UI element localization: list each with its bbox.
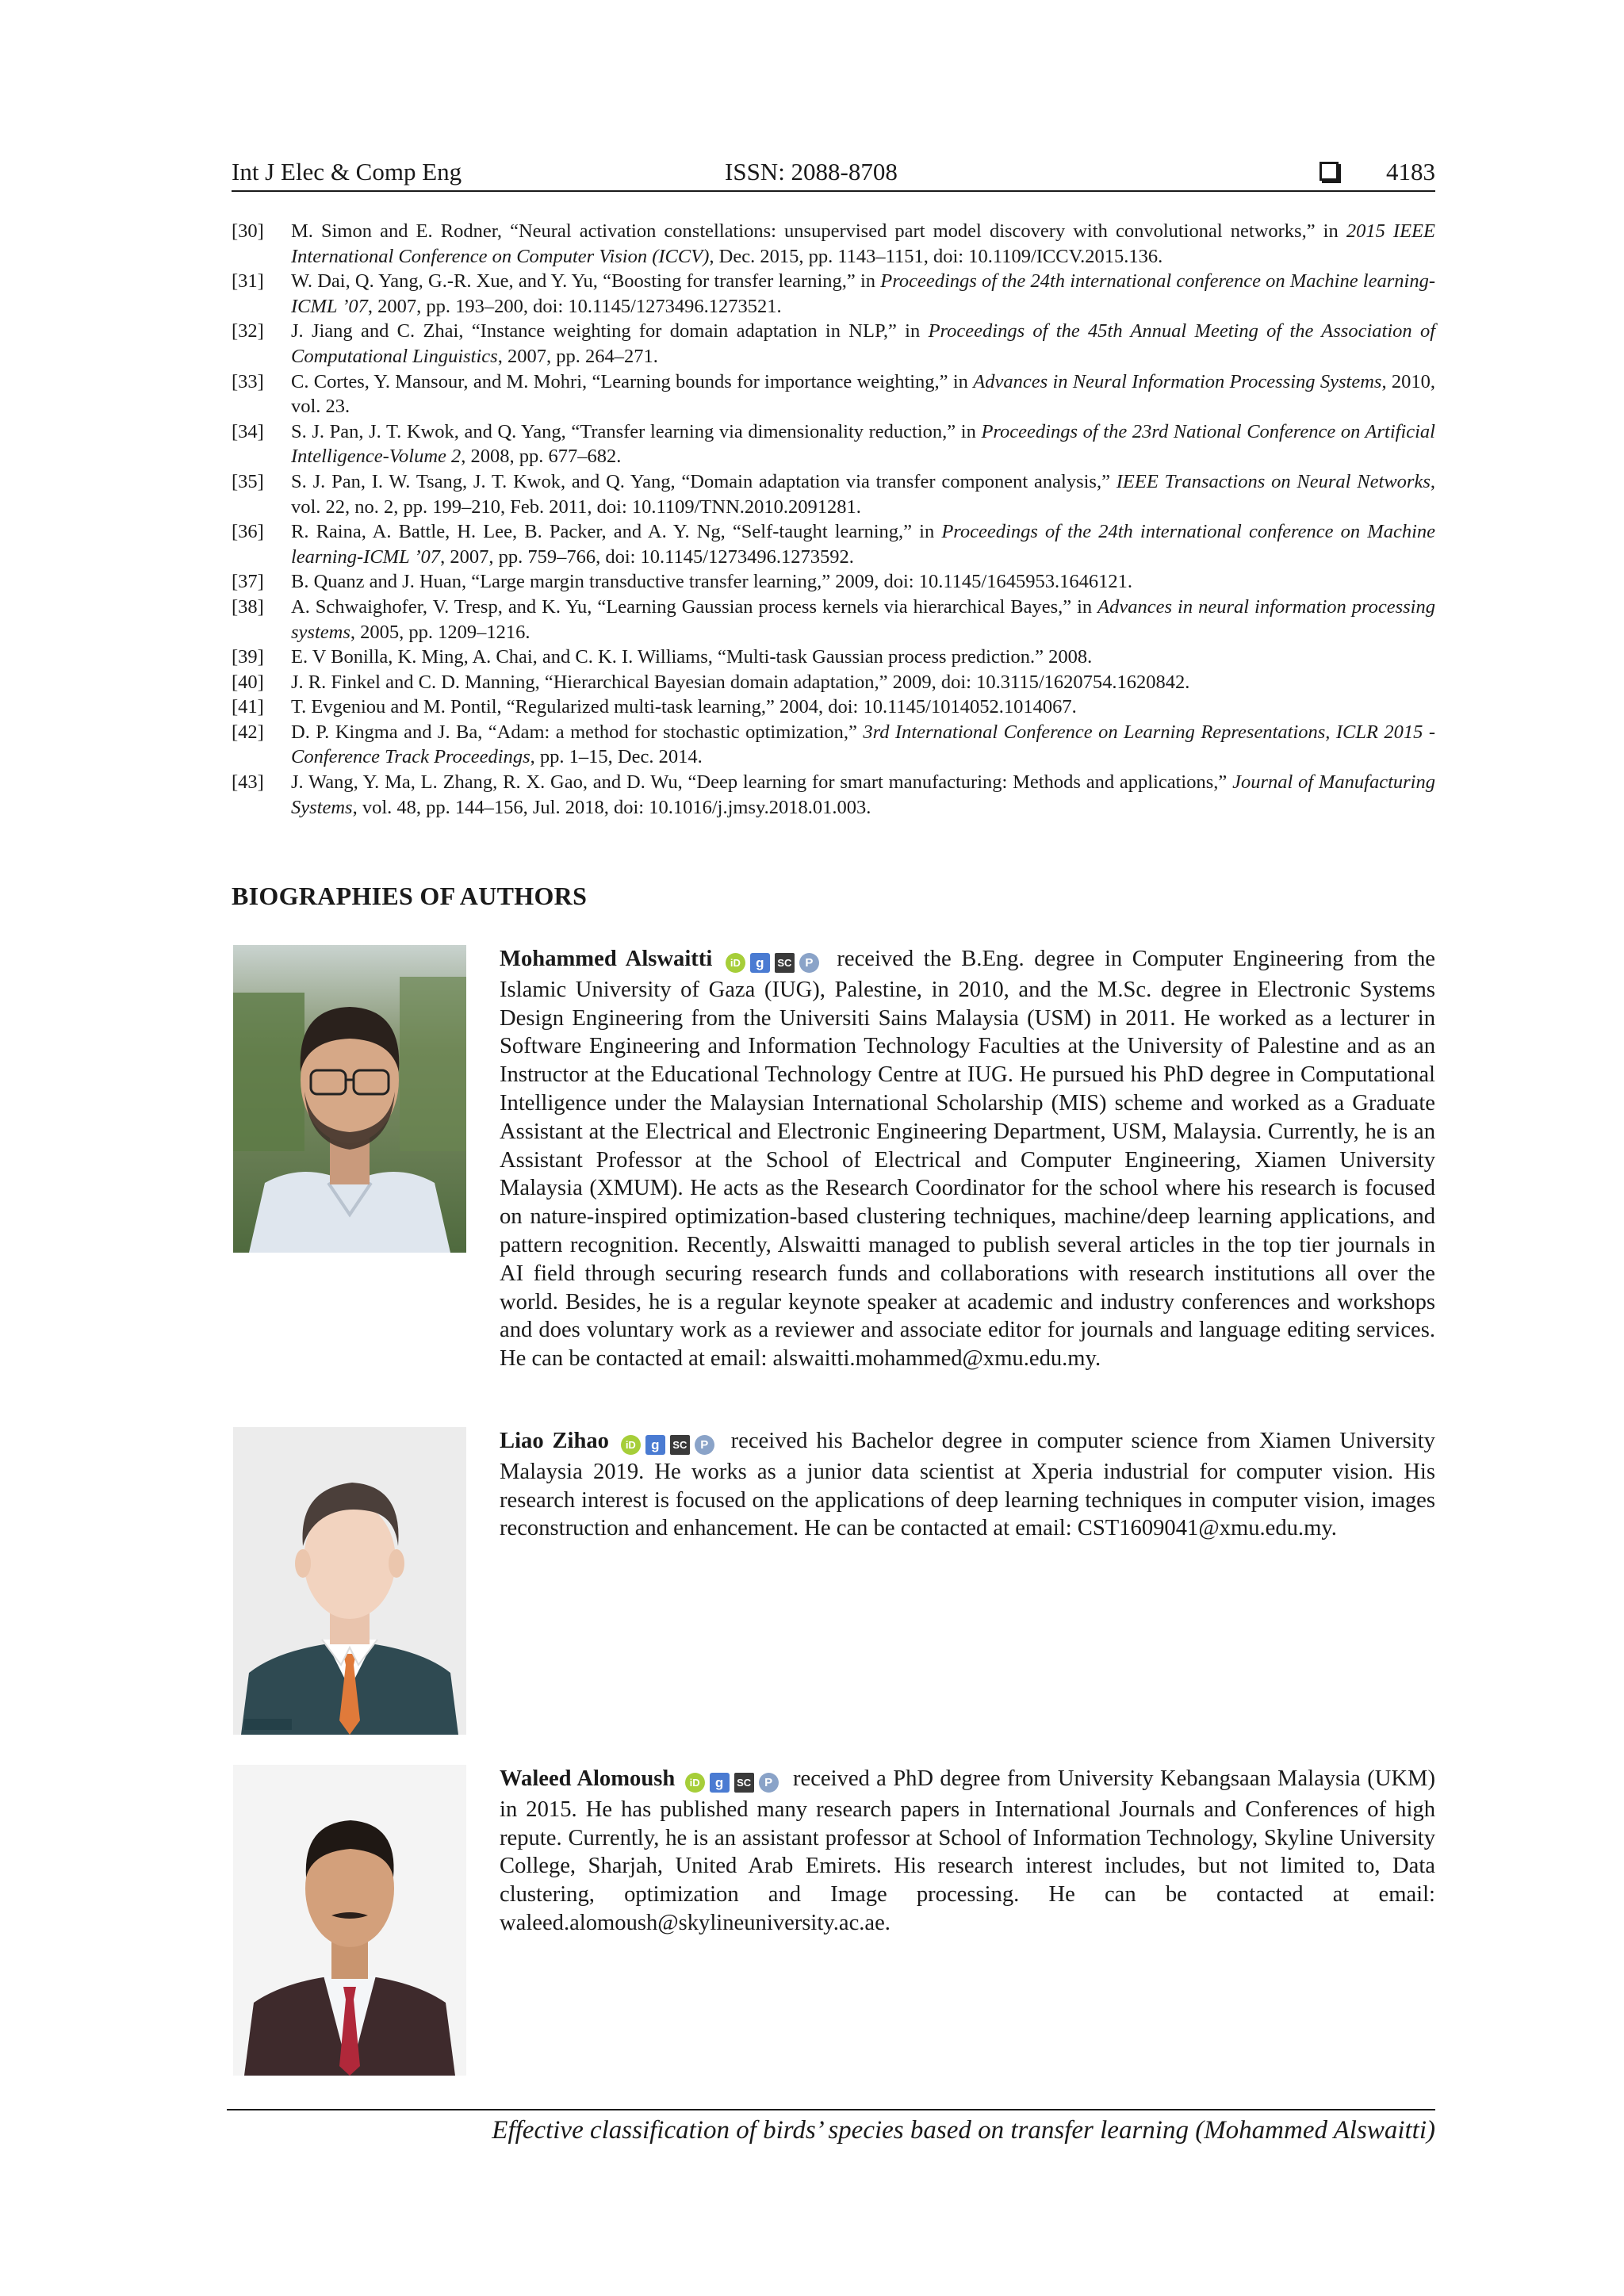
reference-details: , vol. 22, no. 2, pp. 199–210, Feb. 2011, doi: 10.1109/TNN.2010.2091281. — [291, 470, 1435, 518]
google-scholar-icon[interactable]: g — [645, 1435, 665, 1455]
reference-text — [291, 695, 1435, 720]
reference-text — [291, 720, 1435, 770]
reference-text — [291, 569, 1435, 595]
reference-text — [291, 269, 1435, 319]
issn: ISSN: 2088-8708 — [725, 158, 898, 186]
publons-icon[interactable]: P — [799, 953, 819, 973]
author-photo-zihao — [233, 1427, 466, 1735]
reference-entry — [232, 519, 1435, 569]
reference-text — [291, 469, 1435, 519]
reference-venue: Advances in neural information processing systems — [291, 595, 1435, 643]
footer-divider — [227, 2109, 1435, 2110]
reference-entry — [232, 695, 1435, 720]
reference-venue: 2015 IEEE International Conference on Computer Vision (ICCV) — [291, 220, 1435, 267]
bio-text: received a PhD degree from University Kebangsaan Malaysia (UKM) in 2015. He has published many research papers in International Journals and Conferences of high repute. Currently, he is an assistant professor at School of Information Technology, Skyline University College, Sharjah, United Arab Emirets. His research interest includes, but not limited to, Data clustering, optimization and Image processing. He can be contacted at email: waleed.alomoush@skylineuniversity.ac.ae. — [500, 1766, 1435, 1935]
profile-badges — [726, 947, 824, 976]
google-scholar-icon[interactable]: g — [750, 953, 770, 973]
reference-authors-title: W. Dai, Q. Yang, G.-R. Xue, and Y. Yu, “Boosting for transfer learning,” in — [291, 270, 881, 293]
reference-text — [291, 670, 1435, 695]
reference-number: [33] — [232, 370, 264, 392]
bio-zihao — [500, 1427, 1435, 1543]
reference-number: [34] — [232, 420, 264, 442]
reference-text — [291, 369, 1435, 419]
reference-entry — [232, 469, 1435, 519]
reference-authors-title: C. Cortes, Y. Mansour, and M. Mohri, “Learning bounds for importance weighting,” in — [291, 370, 974, 392]
reference-details: , pp. 1–15, Dec. 2014. — [530, 746, 703, 768]
reference-text — [291, 319, 1435, 369]
scopus-icon[interactable]: SC — [670, 1435, 690, 1455]
reference-venue: Proceedings of the 45th Annual Meeting of the Association of Computational Linguistics — [291, 320, 1435, 367]
reference-text — [291, 419, 1435, 469]
reference-number: [35] — [232, 470, 264, 492]
reference-number: [36] — [232, 521, 264, 543]
reference-entry — [232, 569, 1435, 595]
reference-authors-title: J. Jiang and C. Zhai, “Instance weighting for domain adaptation in NLP,” in — [291, 320, 929, 342]
reference-venue: Advances in Neural Information Processing Systems — [973, 370, 1382, 392]
bio-text: received his Bachelor degree in computer science from Xiamen University Malaysia 2019. He works as a junior data scientist at Xperia industrial for computer vision. His research interest is focused on the applications of deep learning techniques in computer vision, images reconstruction and enhancement. He can be contacted at email: CST1609041@xmu.edu.my. — [500, 1429, 1435, 1541]
reference-entry — [232, 419, 1435, 469]
profile-badges — [621, 1429, 719, 1458]
author-name: Mohammed Alswaitti — [500, 947, 713, 971]
reference-number: [42] — [232, 721, 264, 743]
reference-authors-title: D. P. Kingma and J. Ba, “Adam: a method for stochastic optimization,” — [291, 721, 864, 743]
reference-number: [39] — [232, 646, 264, 668]
reference-venue: Proceedings of the 24th international conference on Machine learning-ICML ’07 — [291, 270, 1435, 317]
reference-entry — [232, 670, 1435, 695]
reference-venue: Proceedings of the 23rd National Conference on Artificial Intelligence-Volume 2 — [291, 420, 1435, 468]
orcid-icon[interactable]: iD — [621, 1435, 641, 1455]
reference-details: , 2008, pp. 677–682. — [461, 446, 622, 468]
reference-number: [37] — [232, 571, 264, 593]
reference-details: , 2005, pp. 1209–1216. — [350, 621, 530, 643]
reference-text — [291, 770, 1435, 820]
reference-authors-title: T. Evgeniou and M. Pontil, “Regularized multi-task learning,” 2004, doi: 10.1145/1014052.1014067. — [291, 696, 1077, 718]
bio-alswaitti — [500, 945, 1435, 1373]
author-photo-alomoush — [233, 1765, 466, 2076]
orcid-icon[interactable]: iD — [726, 953, 745, 973]
reference-entry — [232, 219, 1435, 269]
reference-entry — [232, 770, 1435, 820]
reference-authors-title: S. J. Pan, J. T. Kwok, and Q. Yang, “Transfer learning via dimensionality reduction,” in — [291, 420, 982, 442]
reference-authors-title: M. Simon and E. Rodner, “Neural activation constellations: unsupervised part model discovery with convolutional networks,” in — [291, 220, 1346, 242]
reference-number: [41] — [232, 696, 264, 718]
reference-details: , Dec. 2015, pp. 1143–1151, doi: 10.1109/ICCV.2015.136. — [709, 245, 1163, 267]
reference-entry — [232, 595, 1435, 645]
reference-details: , 2007, pp. 264–271. — [497, 345, 658, 367]
orcid-icon[interactable]: iD — [685, 1773, 705, 1793]
profile-badges — [685, 1767, 783, 1796]
page-number: 4183 — [1386, 158, 1435, 186]
reference-text — [291, 519, 1435, 569]
reference-number: [31] — [232, 270, 264, 293]
reference-authors-title: A. Schwaighofer, V. Tresp, and K. Yu, “Learning Gaussian process kernels via hierarchical Bayes,” in — [291, 595, 1098, 618]
reference-details: , 2007, pp. 759–766, doi: 10.1145/1273496.1273592. — [440, 545, 854, 568]
reference-details: , vol. 48, pp. 144–156, Jul. 2018, doi: 10.1016/j.jmsy.2018.01.003. — [352, 796, 871, 818]
scopus-icon[interactable]: SC — [775, 953, 795, 973]
reference-venue: IEEE Transactions on Neural Networks — [1116, 470, 1431, 492]
reference-authors-title: J. R. Finkel and C. D. Manning, “Hierarchical Bayesian domain adaptation,” 2009, doi: 10.3115/1620754.1620842. — [291, 671, 1190, 693]
reference-authors-title: S. J. Pan, I. W. Tsang, J. T. Kwok, and Q. Yang, “Domain adaptation via transfer component analysis,” — [291, 470, 1116, 492]
bio-text: received the B.Eng. degree in Computer Engineering from the Islamic University of Gaza (IUG), Palestine, in 2010, and the M.Sc. degree in Electronic Systems Design Engineering from the Universiti Sains Malaysia (USM) in 2011. He worked as a lecturer in Software Engineering and Information Technology Faculties at the University of Palestine and as an Instructor at the Educational Technology Centre at IUG. He pursued his PhD degree in Computational Intelligence under the Malaysian International Scholarship (MIS) scheme and worked as a Graduate Assistant at the Electrical and Electronic Engineering Department, USM, Malaysia. Currently, he is an Assistant Professor at the School of Electrical and Computer Engineering, Xiamen University Malaysia (XMUM). He acts as the Research Coordinator for the school where his research is focused on nature-inspired optimization-based clustering techniques, machine/deep learning applications, and pattern recognition. Recently, Alswaitti managed to publish several articles in the top tier journals in AI field through securing research funds and collaborations with research institutions all over the world. Besides, he is a regular keynote speaker at academic and industry conferences and workshops and does voluntary work as a reviewer and associate editor for journals and language editing services. He can be contacted at email: alswaitti.mohammed@xmu.edu.my. — [500, 947, 1435, 1372]
reference-text — [291, 219, 1435, 269]
reference-details: , 2007, pp. 193–200, doi: 10.1145/1273496.1273521. — [367, 295, 782, 317]
reference-number: [30] — [232, 220, 264, 242]
reference-list — [232, 219, 1435, 820]
reference-venue: Journal of Manufacturing Systems — [291, 771, 1435, 818]
reference-entry — [232, 319, 1435, 369]
reference-number: [38] — [232, 595, 264, 618]
reference-number: [40] — [232, 671, 264, 693]
reference-entry — [232, 645, 1435, 670]
biographies-heading: BIOGRAPHIES OF AUTHORS — [232, 882, 588, 910]
publons-icon[interactable]: P — [695, 1435, 714, 1455]
publons-icon[interactable]: P — [759, 1773, 779, 1793]
header-divider — [232, 190, 1435, 192]
reference-venue: Proceedings of the 24th international conference on Machine learning-ICML ’07 — [291, 521, 1435, 568]
author-photo-alswaitti — [233, 945, 466, 1253]
reference-authors-title: E. V Bonilla, K. Ming, A. Chai, and C. K. I. Williams, “Multi-task Gaussian process prediction.” 2008. — [291, 646, 1093, 668]
reference-text — [291, 595, 1435, 645]
author-name: Waleed Alomoush — [500, 1766, 676, 1791]
reference-entry — [232, 720, 1435, 770]
reference-number: [32] — [232, 320, 264, 342]
reference-text — [291, 645, 1435, 670]
reference-authors-title: B. Quanz and J. Huan, “Large margin transductive transfer learning,” 2009, doi: 10.1145/1645953.1646121. — [291, 571, 1132, 593]
journal-name: Int J Elec & Comp Eng — [232, 158, 462, 186]
reference-entry — [232, 269, 1435, 319]
reference-authors-title: J. Wang, Y. Ma, L. Zhang, R. X. Gao, and D. Wu, “Deep learning for smart manufacturing: Methods and applications,” — [291, 771, 1233, 794]
reference-authors-title: R. Raina, A. Battle, H. Lee, B. Packer, and A. Y. Ng, “Self-taught learning,” in — [291, 521, 942, 543]
reference-details: , 2010, vol. 23. — [291, 370, 1436, 418]
reference-entry — [232, 369, 1435, 419]
running-footer: Effective classification of birds’ species based on transfer learning (Mohammed Alswaitti) — [492, 2116, 1435, 2145]
square-bullet-icon — [1320, 162, 1339, 181]
author-name: Liao Zihao — [500, 1429, 609, 1453]
bio-alomoush — [500, 1765, 1435, 1938]
google-scholar-icon[interactable]: g — [710, 1773, 730, 1793]
scopus-icon[interactable]: SC — [734, 1773, 754, 1793]
reference-number: [43] — [232, 771, 264, 794]
reference-venue: 3rd International Conference on Learning Representations, ICLR 2015 - Conference Track Proceedings — [291, 721, 1435, 768]
page-header — [232, 154, 1435, 190]
